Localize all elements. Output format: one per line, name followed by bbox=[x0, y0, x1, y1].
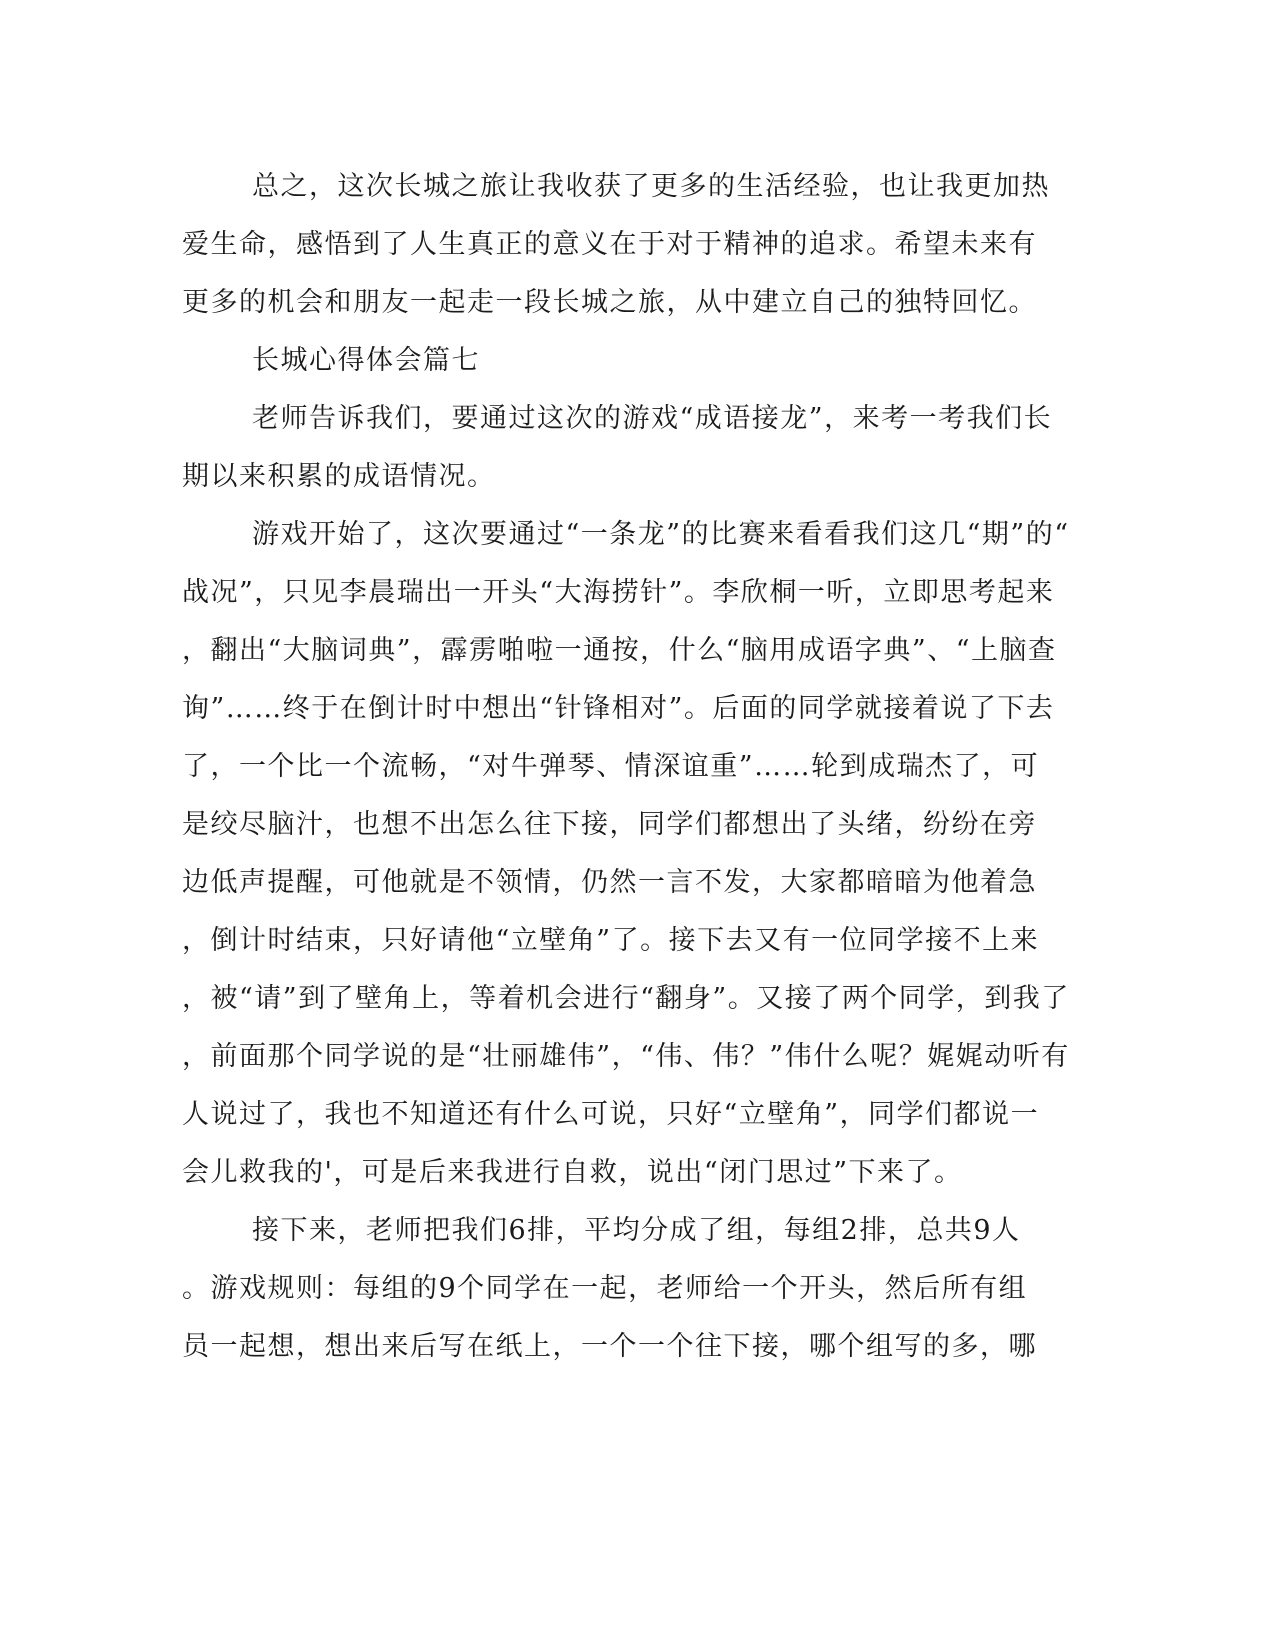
text-line: 。游戏规则：每组的9个同学在一起，老师给一个开头，然后所有组 bbox=[182, 1273, 1028, 1304]
text-line: 了，一个比一个流畅，“对牛弹琴、情深谊重”……轮到成瑞杰了，可 bbox=[182, 751, 1040, 782]
paragraph-game bbox=[182, 506, 1070, 1202]
text-line: 员一起想，想出来后写在纸上，一个一个往下接，哪个组写的多，哪 bbox=[182, 1331, 1037, 1362]
text-line: 期以来积累的成语情况。 bbox=[182, 461, 496, 492]
text-line: 更多的机会和朋友一起走一段长城之旅，从中建立自己的独特回忆。 bbox=[182, 287, 1037, 318]
text-line: 爱生命，感悟到了人生真正的意义在于对于精神的追求。希望未来有 bbox=[182, 229, 1037, 260]
section-title: 长城心得体会篇七 bbox=[252, 345, 480, 376]
document-body bbox=[182, 158, 1070, 1376]
text-line: 边低声提醒，可他就是不领情，仍然一言不发，大家都暗暗为他着急 bbox=[182, 867, 1037, 898]
text-line: 会儿救我的'，可是后来我进行自救，说出“闭门思过”下来了。 bbox=[182, 1157, 963, 1188]
text-line: 询”……终于在倒计时中想出“针锋相对”。后面的同学就接着说了下去 bbox=[182, 693, 1055, 724]
section-heading bbox=[182, 332, 1042, 390]
paragraph-intro bbox=[182, 390, 1053, 506]
text-line: 总之，这次长城之旅让我收获了更多的生活经验，也让我更加热 bbox=[252, 171, 1050, 202]
paragraph-groups bbox=[182, 1202, 1042, 1376]
text-line: ，倒计时结束，只好请他“立壁角”了。接下去又有一位同学接不上来 bbox=[182, 925, 1040, 956]
text-line: 战况”，只见李晨瑞出一开头“大海捞针”。李欣桐一听，立即思考起来 bbox=[182, 577, 1055, 608]
text-line: 人说过了，我也不知道还有什么可说，只好“立壁角”，同学们都说一 bbox=[182, 1099, 1040, 1130]
text-line: 老师告诉我们，要通过这次的游戏“成语接龙”，来考一考我们长 bbox=[252, 403, 1053, 434]
text-line: ，翻出“大脑词典”，霹雳啪啦一通按，什么“脑用成语字典”、“上脑查 bbox=[182, 635, 1057, 666]
text-line: 游戏开始了，这次要通过“一条龙”的比赛来看看我们这几“期”的“ bbox=[252, 519, 1070, 550]
text-line: 接下来，老师把我们6排，平均分成了组，每组2排，总共9人 bbox=[252, 1215, 1021, 1246]
text-line: 是绞尽脑汁，也想不出怎么往下接，同学们都想出了头绪，纷纷在旁 bbox=[182, 809, 1037, 840]
paragraph-conclusion bbox=[182, 158, 1050, 332]
text-line: ，前面那个同学说的是“壮丽雄伟”，“伟、伟？”伟什么呢？娓娓动听有 bbox=[182, 1041, 1070, 1072]
text-line: ，被“请”到了壁角上，等着机会进行“翻身”。又接了两个同学，到我了 bbox=[182, 983, 1070, 1014]
